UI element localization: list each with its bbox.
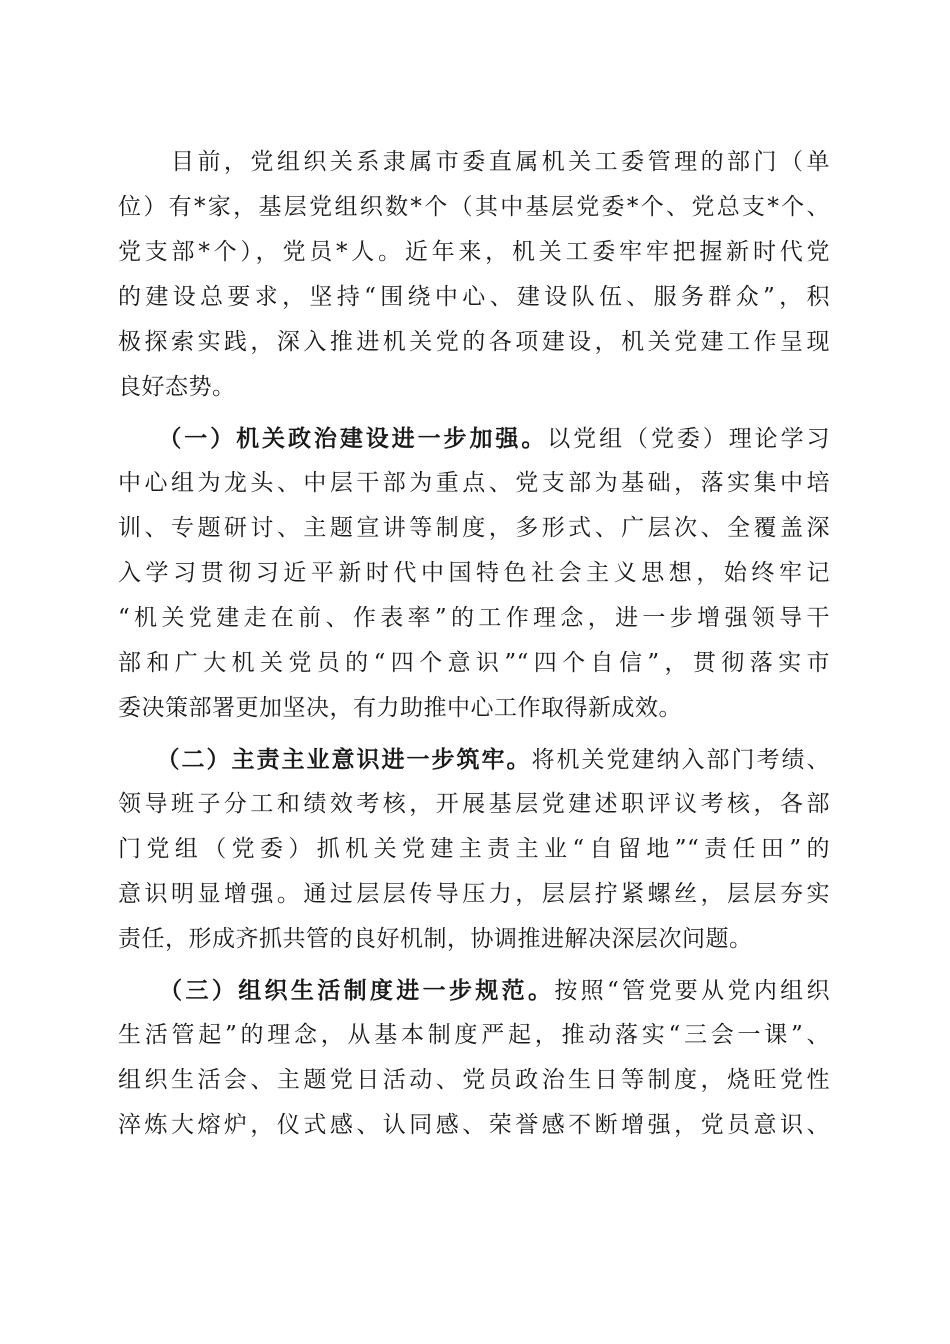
text-line	[118, 416, 830, 461]
text-line: 组织生活会、主题党日活动、党员政治生日等制度，烧旺党性	[118, 1067, 830, 1093]
text-line	[118, 968, 830, 1013]
section-heading: （二）主责主业意识进一步筑牢。	[118, 746, 532, 773]
text-line: 党支部*个），党员*人。近年来，机关工委牢牢把握新时代党	[118, 239, 830, 265]
text-line: 领导班子分工和绩效考核，开展基层党建述职评议考核，各部	[118, 791, 830, 817]
text-span: 以党组（党委）理论学习	[547, 426, 831, 452]
section-one-paragraph	[118, 416, 830, 731]
text-span: 将机关党建纳入部门考绩、	[531, 747, 830, 773]
section-heading: （一）机关政治建设进一步加强。	[118, 425, 548, 452]
text-line: 目前，党组织关系隶属市委直属机关工委管理的部门（单	[118, 149, 830, 175]
text-line: 门党组（党委）抓机关党建主责主业“自留地”“责任田”的	[118, 836, 830, 862]
section-heading: （三）组织生活制度进一步规范。	[118, 977, 555, 1004]
text-line: 中心组为龙头、中层干部为重点、党支部为基础，落实集中培	[118, 470, 830, 496]
text-line: 委决策部署更加坚决，有力助推中心工作取得新成效。	[118, 695, 682, 721]
text-line: 训、专题研讨、主题宣讲等制度，多形式、广层次、全覆盖深	[118, 515, 830, 541]
text-line: 位）有*家，基层党组织数*个（其中基层党委*个、党总支*个、	[118, 194, 830, 220]
section-two-paragraph	[118, 737, 830, 962]
text-span: 按照“管党要从党内组织	[554, 978, 831, 1004]
document-page	[118, 140, 830, 1154]
text-line: “机关党建走在前、作表率”的工作理念，进一步增强领导干	[118, 605, 830, 631]
text-line	[118, 737, 830, 782]
text-line: 良好态势。	[118, 374, 236, 400]
text-line: 部和广大机关党员的“四个意识”“四个自信”，贯彻落实市	[118, 650, 830, 676]
text-line: 入学习贯彻习近平新时代中国特色社会主义思想，始终牢记	[118, 560, 830, 586]
text-line: 意识明显增强。通过层层传导压力，层层拧紧螺丝，层层夯实	[118, 881, 830, 907]
text-line: 生活管起”的理念，从基本制度严起，推动落实“三会一课”、	[118, 1022, 830, 1048]
section-three-paragraph	[118, 968, 830, 1148]
text-line: 责任，形成齐抓共管的良好机制，协调推进解决深层次问题。	[118, 926, 753, 952]
text-line: 淬炼大熔炉，仪式感、认同感、荣誉感不断增强，党员意识、	[118, 1112, 830, 1138]
text-line: 的建设总要求，坚持“围绕中心、建设队伍、服务群众”，积	[118, 284, 830, 310]
text-line: 极探索实践，深入推进机关党的各项建设，机关党建工作呈现	[118, 329, 830, 355]
intro-paragraph	[118, 140, 830, 410]
